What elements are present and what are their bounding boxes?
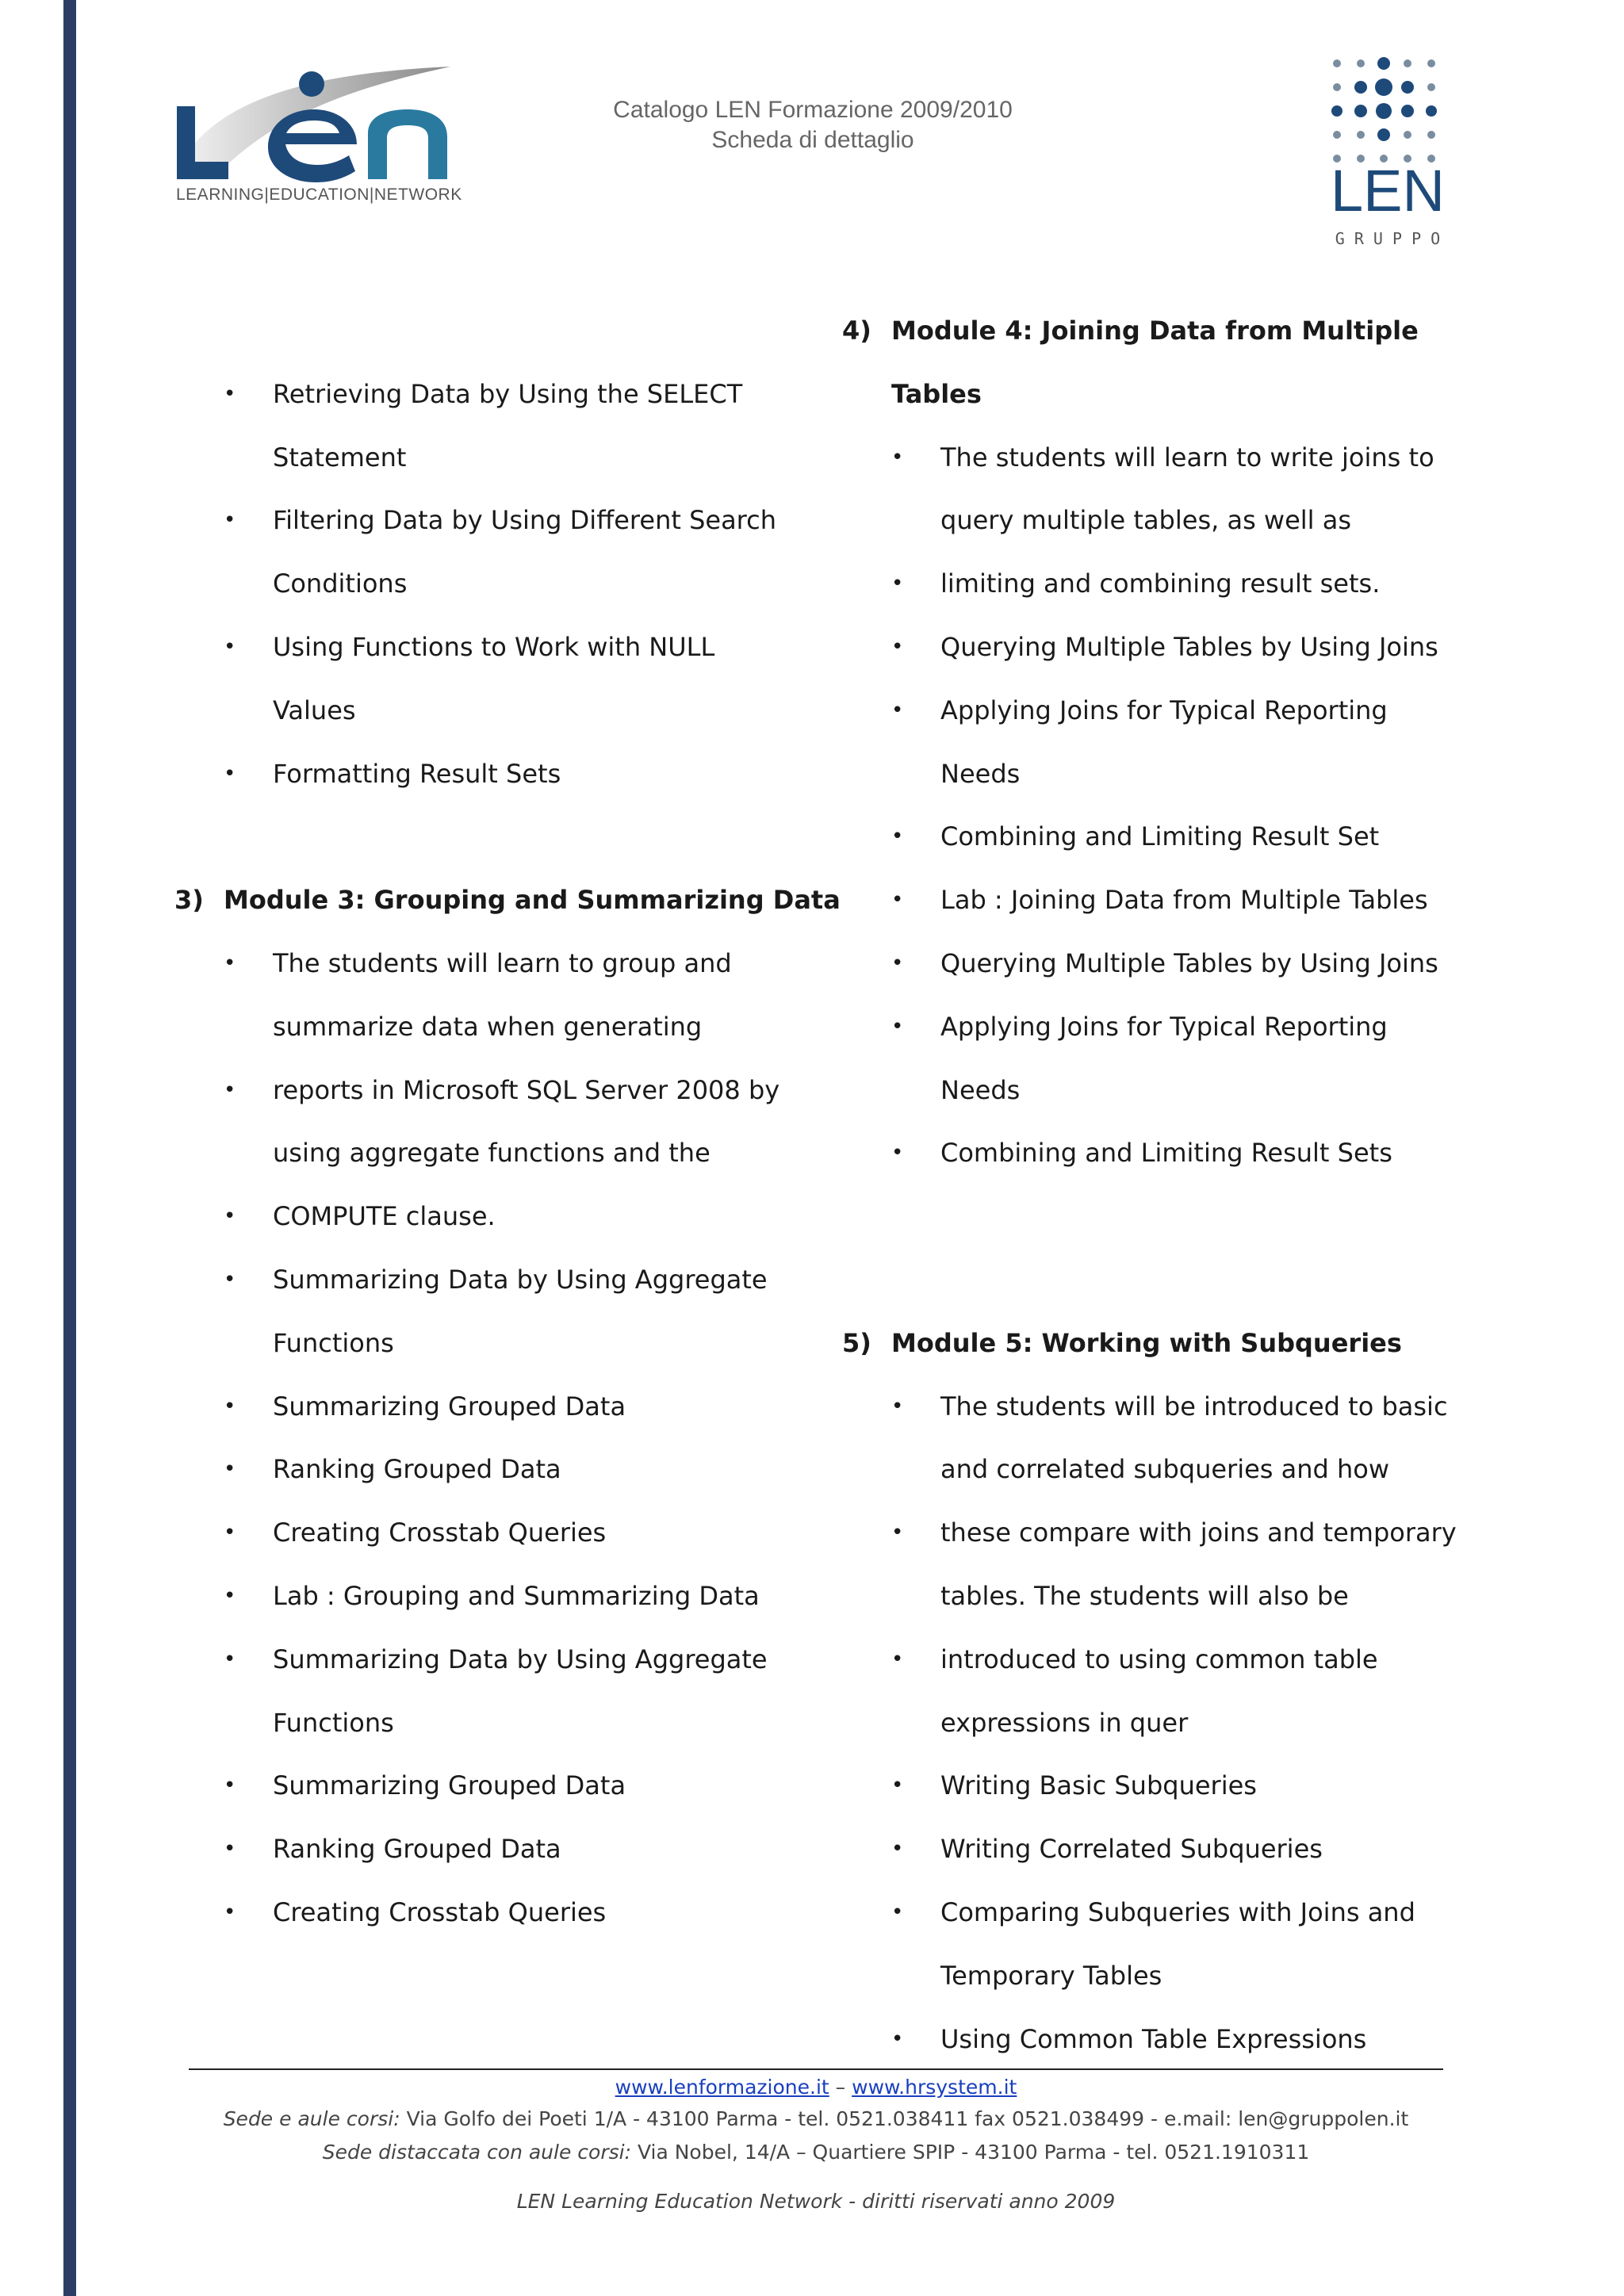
- catalog-title: Catalogo LEN Formazione 2009/2010: [613, 97, 1013, 123]
- bullet-glyph: •: [224, 1267, 236, 1292]
- spacer-line: [834, 1249, 1469, 1312]
- module-heading: [834, 1312, 1469, 1376]
- bullet-text: Temporary Tables: [940, 1960, 1162, 1991]
- bullet-glyph: •: [891, 572, 904, 596]
- bullet-item: [834, 427, 1469, 490]
- footer-address-branch: [189, 2141, 1443, 2164]
- bullet-text: Lab : Joining Data from Multiple Tables: [940, 885, 1428, 916]
- bullet-item-continuation: [167, 427, 801, 490]
- bullet-glyph: •: [891, 698, 904, 722]
- bullet-item: [167, 363, 801, 427]
- left-column: [167, 300, 841, 1945]
- bullet-glyph: •: [224, 1583, 236, 1608]
- bullet-text: Values: [273, 695, 356, 725]
- bullet-text: Summarizing Data by Using Aggregate: [273, 1264, 768, 1295]
- bullet-item: [834, 616, 1469, 679]
- logo-sub: G R U P P O: [1335, 229, 1441, 248]
- bullet-text: Ranking Grouped Data: [273, 1834, 561, 1865]
- bullet-item-continuation: [834, 1565, 1469, 1628]
- bullet-item-continuation: [834, 1945, 1469, 2008]
- bullet-item: [834, 679, 1469, 743]
- bullet-glyph: •: [224, 1521, 236, 1545]
- bullet-text: tables. The students will also be: [940, 1580, 1349, 1611]
- bullet-glyph: •: [891, 888, 904, 913]
- bullet-glyph: •: [891, 1837, 904, 1862]
- page-header: [555, 95, 1071, 155]
- bullet-item: [834, 1818, 1469, 1881]
- bullet-item: [167, 932, 801, 996]
- bullet-item: [167, 489, 801, 553]
- bullet-text: Statement: [273, 442, 407, 473]
- bullet-item: [167, 616, 801, 679]
- module-number: 4): [842, 316, 871, 346]
- bullet-glyph: •: [891, 2026, 904, 2051]
- spacer-line: [834, 1185, 1469, 1249]
- bullet-item-continuation: [167, 1312, 801, 1376]
- bullet-glyph: •: [224, 1900, 236, 1924]
- bullet-text: summarize data when generating: [273, 1011, 703, 1042]
- catalog-subtitle: Scheda di dettaglio: [711, 127, 914, 153]
- bullet-text: The students will learn to group and: [273, 947, 732, 978]
- bullet-text: Applying Joins for Typical Reporting: [940, 1011, 1388, 1042]
- bullet-text: introduced to using common table: [940, 1644, 1378, 1674]
- footer-divider: [189, 2068, 1443, 2070]
- bullet-glyph: •: [891, 445, 904, 469]
- bullet-text: Using Common Table Expressions: [940, 2023, 1367, 2054]
- bullet-text: Conditions: [273, 568, 408, 599]
- bullet-glyph: •: [224, 761, 236, 786]
- bullet-item: [167, 1438, 801, 1502]
- bullet-item-continuation: [834, 489, 1469, 553]
- bullet-glyph: •: [891, 1774, 904, 1798]
- bullet-item: [167, 1818, 801, 1881]
- bullet-text: Needs: [940, 1074, 1021, 1105]
- bullet-item: [167, 1628, 801, 1692]
- logo-tagline: LEARNING|EDUCATION|NETWORK: [176, 186, 462, 204]
- bullet-item-continuation: [167, 996, 801, 1059]
- bullet-text: Needs: [940, 758, 1021, 789]
- address-branch-label: Sede distaccata con aule corsi:: [322, 2141, 632, 2164]
- footer-address-main: [189, 2107, 1443, 2130]
- bullet-glyph: •: [224, 1647, 236, 1671]
- bullet-item-continuation: [834, 1059, 1469, 1123]
- bullet-text: using aggregate functions and the: [273, 1138, 710, 1169]
- bullet-glyph: •: [891, 1394, 904, 1418]
- bullet-text: Querying Multiple Tables by Using Joins: [940, 947, 1438, 978]
- bullet-item-continuation: [167, 1122, 801, 1185]
- bullet-glyph: •: [891, 1900, 904, 1924]
- module-title: Module 5: Working with Subqueries: [891, 1327, 1402, 1358]
- page-left-border: [63, 0, 76, 2296]
- bullet-text: reports in Microsoft SQL Server 2008 by: [273, 1074, 780, 1105]
- bullet-glyph: •: [224, 1774, 236, 1798]
- bullet-item: [834, 932, 1469, 996]
- bullet-glyph: •: [891, 1141, 904, 1165]
- bullet-item-continuation: [834, 743, 1469, 806]
- bullet-glyph: •: [224, 634, 236, 659]
- address-main-text: Via Golfo dei Poeti 1/A - 43100 Parma - tel. 0521.038411 fax 0521.038499 - e.mail: len@gruppolen.it: [400, 2107, 1409, 2130]
- bullet-glyph: •: [224, 1457, 236, 1482]
- bullet-item: [834, 1881, 1469, 1945]
- bullet-item: [167, 1185, 801, 1249]
- bullet-item: [167, 1249, 801, 1312]
- bullet-item: [167, 1755, 801, 1818]
- bullet-text: Combining and Limiting Result Set: [940, 821, 1380, 852]
- bullet-item: [167, 1059, 801, 1123]
- bullet-glyph: •: [224, 1394, 236, 1418]
- footer-links: [189, 2076, 1443, 2099]
- bullet-item: [834, 1122, 1469, 1185]
- bullet-text: expressions in quer: [940, 1707, 1189, 1738]
- logo-name: LEN: [1331, 158, 1445, 224]
- bullet-text: Applying Joins for Typical Reporting: [940, 695, 1388, 725]
- module-heading: [834, 300, 1469, 363]
- bullet-item: [834, 806, 1469, 869]
- bullet-item: [834, 553, 1469, 616]
- lenformazione-link[interactable]: www.lenformazione.it: [615, 2076, 829, 2099]
- bullet-glyph: •: [891, 634, 904, 659]
- bullet-glyph: •: [224, 951, 236, 975]
- len-gruppo-logo: [1293, 52, 1483, 258]
- bullet-item: [167, 1502, 801, 1565]
- bullet-glyph: •: [224, 1077, 236, 1102]
- bullet-text: Creating Crosstab Queries: [273, 1517, 607, 1548]
- bullet-item: [834, 1502, 1469, 1565]
- bullet-text: Functions: [273, 1707, 394, 1738]
- module-number: 5): [842, 1327, 871, 1358]
- bullet-text: Summarizing Grouped Data: [273, 1391, 626, 1422]
- hrsystem-link[interactable]: www.hrsystem.it: [852, 2076, 1017, 2099]
- bullet-glyph: •: [224, 508, 236, 533]
- bullet-item: [834, 996, 1469, 1059]
- module-title-continuation: Tables: [891, 378, 982, 409]
- bullet-text: Querying Multiple Tables by Using Joins: [940, 631, 1438, 662]
- address-main-label: Sede e aule corsi:: [223, 2107, 400, 2130]
- link-separator: –: [829, 2076, 852, 2099]
- spacer-line: [167, 300, 801, 363]
- bullet-text: limiting and combining result sets.: [940, 568, 1381, 599]
- bullet-item: [167, 1376, 801, 1439]
- bullet-text: Creating Crosstab Queries: [273, 1896, 607, 1927]
- bullet-text: Using Functions to Work with NULL: [273, 631, 715, 662]
- bullet-text: Retrieving Data by Using the SELECT: [273, 378, 743, 409]
- address-branch-text: Via Nobel, 14/A – Quartiere SPIP - 43100 Parma - tel. 0521.1910311: [631, 2141, 1310, 2164]
- bullet-item: [167, 1565, 801, 1628]
- bullet-item: [167, 743, 801, 806]
- bullet-text: Comparing Subqueries with Joins and: [940, 1896, 1415, 1927]
- bullet-text: Summarizing Grouped Data: [273, 1770, 626, 1801]
- bullet-glyph: •: [224, 381, 236, 406]
- module-title: Module 4: Joining Data from Multiple: [891, 316, 1419, 346]
- module-title: Module 3: Grouping and Summarizing Data: [224, 885, 841, 916]
- bullet-text: query multiple tables, as well as: [940, 505, 1351, 536]
- bullet-item: [834, 1376, 1469, 1439]
- bullet-text: COMPUTE clause.: [273, 1201, 496, 1232]
- bullet-glyph: •: [891, 1014, 904, 1039]
- bullet-text: these compare with joins and temporary: [940, 1517, 1457, 1548]
- bullet-glyph: •: [891, 951, 904, 975]
- bullet-glyph: •: [224, 1837, 236, 1862]
- bullet-text: Ranking Grouped Data: [273, 1454, 561, 1485]
- bullet-glyph: •: [891, 825, 904, 849]
- bullet-glyph: •: [891, 1647, 904, 1671]
- bullet-text: Writing Basic Subqueries: [940, 1770, 1257, 1801]
- bullet-text: The students will be introduced to basic: [940, 1391, 1448, 1422]
- bullet-glyph: •: [891, 1521, 904, 1545]
- bullet-text: Formatting Result Sets: [273, 758, 561, 789]
- footer-copyright: LEN Learning Education Network - diritti riservati anno 2009: [516, 2190, 1116, 2213]
- spacer-line: [167, 806, 801, 869]
- bullet-text: and correlated subqueries and how: [940, 1454, 1390, 1485]
- module-heading: [167, 869, 841, 932]
- bullet-item-continuation: [834, 1692, 1469, 1755]
- bullet-text: Functions: [273, 1327, 394, 1358]
- bullet-text: The students will learn to write joins to: [940, 442, 1434, 473]
- bullet-item: [834, 1628, 1469, 1692]
- bullet-item-continuation: [167, 679, 801, 743]
- bullet-item: [834, 1755, 1469, 1818]
- bullet-item-continuation: [167, 1692, 801, 1755]
- bullet-glyph: •: [224, 1204, 236, 1229]
- bullet-item: [834, 2008, 1469, 2072]
- bullet-item-continuation: [167, 553, 801, 616]
- bullet-item-continuation: [834, 1438, 1469, 1502]
- module-number: 3): [174, 885, 204, 916]
- bullet-text: Filtering Data by Using Different Search: [273, 505, 776, 536]
- bullet-item: [834, 869, 1469, 932]
- bullet-text: Lab : Grouping and Summarizing Data: [273, 1580, 760, 1611]
- right-column: [834, 300, 1469, 2071]
- bullet-item: [167, 1881, 801, 1945]
- bullet-text: Writing Correlated Subqueries: [940, 1834, 1323, 1865]
- bullet-text: Combining and Limiting Result Sets: [940, 1138, 1392, 1169]
- bullet-text: Summarizing Data by Using Aggregate: [273, 1644, 768, 1674]
